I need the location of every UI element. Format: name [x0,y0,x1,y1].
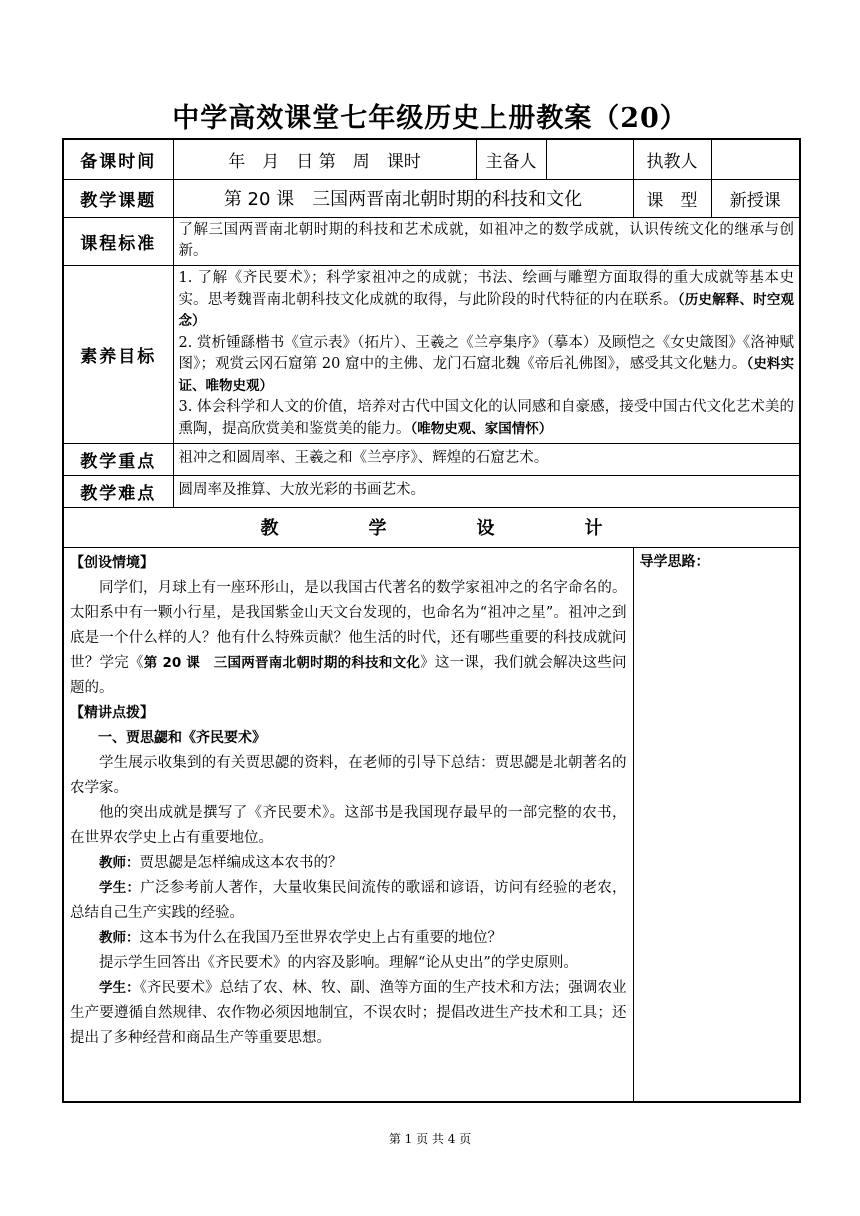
lesson-type-label: 课 型 [633,179,711,217]
topic-row [63,179,800,217]
prep-time-row [63,139,800,179]
guide-notes-cell [633,547,800,1102]
page-footer: 第 1 页 共 4 页 [388,1132,472,1146]
design-body [63,547,633,1102]
main-preparer-label: 主备人 [476,139,546,179]
lesson-plan-table [62,138,801,1103]
goal-2-tag: （史料实证、唯物史观） [178,356,795,394]
design-body-row [63,547,800,1102]
main-preparer-value[interactable] [546,139,633,179]
key-label: 教学重点 [63,443,173,475]
teacher-label: 执教人 [633,139,711,179]
page-title: 中学高效课堂七年级历史上册教案（20） [172,103,688,134]
teacher-question-1: 教师：贾思勰是怎样编成这本农书的？ [99,854,343,871]
teacher-value[interactable] [711,139,800,179]
goals-row [63,265,800,443]
difficulty-label: 教学难点 [63,475,173,507]
prep-time-label: 备课时间 [63,139,173,179]
paragraph-1: 学生展示收集到的有关贾思勰的资料，在老师的引导下总结：贾思勰是北朝著名的农学家。 [70,754,627,796]
goals-label: 素养目标 [63,265,173,443]
paragraph-3: 提示学生回答出《齐民要术》的内容及影响。理解“论从史出”的学史原则。 [99,954,578,971]
intro-paragraph: 同学们，月球上有一座环形山，是以我国古代著名的数学家祖冲之的名字命名的。太阳系中有一颗小行星，是我国紫金山天文台发现的，也命名为“祖冲之星”。祖冲之到底是一个什么样的人？他有什么特殊贡献？他生活的时代，还有哪些重要的科技成就问世？学完《第 20 课 三国两晋南北朝时期的科技和文化》这一课，我们就会解决这些问题的。 [70,579,627,696]
difficulty-text: 圆周率及推算、大放光彩的书画艺术。 [173,475,800,507]
topic-value: 第 20 课 三国两晋南北朝时期的科技和文化 [173,179,633,217]
subsection-title: 一、贾思勰和《齐民要术》 [98,729,266,746]
section-create-context-title: 【创设情境】 [70,554,154,571]
lesson-type-value: 新授课 [711,179,800,217]
design-header-row [63,507,800,547]
paragraph-2: 他的突出成就是撰写了《齐民要术》。这部书是我国现存最早的一部完整的农书，在世界农学史上占有重要地位。 [70,804,627,846]
goal-1: 1. 了解《齐民要术》；科学家祖冲之的成就；书法、绘画与雕塑方面取得的重大成就等基本史实。思考魏晋南北朝科技文化成就的取得，与此阶段的时代特征的内在联系。（历史解释、时空观念） [178,270,795,329]
standard-label: 课程标准 [63,217,173,265]
standard-row [63,217,800,265]
student-answer-1: 学生：广泛参考前人著作，大量收集民间流传的歌谣和谚语，访问有经验的老农，总结自己生产实践的经验。 [70,879,627,921]
difficulty-row [63,475,800,507]
goals-text [173,265,800,443]
section-explain-title: 【精讲点拨】 [70,704,154,721]
key-text: 祖冲之和圆周率、王羲之和《兰亭序》、辉煌的石窟艺术。 [173,443,800,475]
guide-notes-label: 导学思路： [639,553,710,570]
goal-1-tag: （历史解释、时空观念） [178,291,795,329]
teacher-question-2: 教师：这本书为什么在我国乃至世界农学史上占有重要的地位？ [99,929,502,946]
key-row [63,443,800,475]
prep-time-value: 年 月 日 第 周 课时 [173,139,476,179]
design-heading: 教 学 设 计 [63,507,800,547]
student-answer-2: 学生：《齐民要术》总结了农、林、牧、副、渔等方面的生产技术和方法；强调农业生产要遵循自然规律、农作物必须因地制宜，不误农时；提倡改进生产技术和工具；还提出了多种经营和商品生产等重要思想。 [70,979,627,1046]
goal-2: 2. 赏析锺繇楷书《宣示表》（拓片）、王羲之《兰亭集序》（摹本）及顾恺之《女史箴图》《洛神赋图》；观赏云冈石窟第 20 窟中的主佛、龙门石窟北魏《帝后礼佛图》，感受其文化魅力。（史料实证、唯物史观） [178,334,795,394]
goal-3: 3. 体会科学和人文的价值，培养对古代中国文化的认同感和自豪感，接受中国古代文化艺术美的熏陶，提高欣赏美和鉴赏美的能力。（唯物史观、家国情怀） [178,399,794,437]
topic-label: 教学课题 [63,179,173,217]
goal-3-tag: （唯物史观、家国情怀） [410,420,553,437]
standard-text: 了解三国两晋南北朝时期的科技和艺术成就，如祖冲之的数学成就，认识传统文化的继承与创新。 [173,217,800,265]
